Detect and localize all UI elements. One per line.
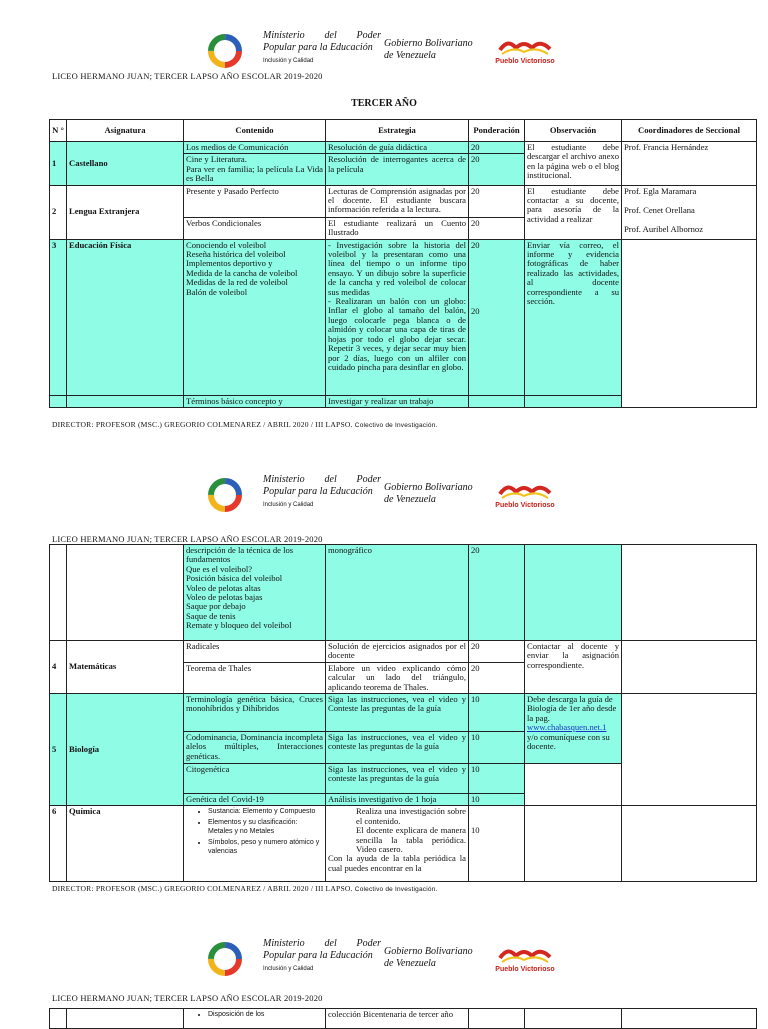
liceo-line: LICEO HERMANO JUAN; TERCER LAPSO AÑO ESCOLAR 2019-2020	[52, 993, 323, 1003]
strategy-cell: El estudiante realizará un Cuento Ilustrado	[326, 217, 469, 239]
plan-table-page1	[49, 119, 757, 408]
content-cell: Codominancia, Dominancia incompleta alelos múltiples, Interacciones genéticas.	[184, 732, 326, 764]
ministry-logo-icon	[208, 478, 242, 512]
table-row	[50, 694, 757, 732]
content-line: Reseña histórica del voleibol	[186, 249, 286, 260]
svg-text:Pueblo Victorioso: Pueblo Victorioso	[495, 58, 555, 65]
table-row	[50, 239, 757, 395]
pueblo-victorioso-logo-icon	[494, 944, 556, 974]
subject-name: Química	[67, 806, 184, 882]
content-line: Balón de voleibol	[186, 286, 248, 297]
table-row	[50, 1009, 757, 1029]
strategy-part: Con la ayuda de la tabla periódica la cual puedes encontrar en la	[328, 853, 466, 873]
ministry-sub: Inclusión y Calidad	[263, 966, 314, 972]
table-row	[50, 142, 757, 154]
content-cell: Términos básico concepto y	[184, 395, 326, 407]
strategy-part: El docente explicara de manera sencilla la tabla periódica. Video casero.	[356, 825, 466, 855]
page3-header	[0, 936, 768, 1006]
weight-cell: 10	[469, 694, 525, 732]
subject-name: Lengua Extranjera	[67, 185, 184, 239]
strategy-cell: monográfico	[326, 545, 469, 641]
content-cell: Terminología genética básica, Cruces monohíbridos y Dihíbridos	[184, 694, 326, 732]
content-cell: Cine y Literatura. Para ver en familia; la película La Vida es Bella	[184, 154, 326, 185]
observation-cell: Enviar vía correo, el informe y evidencia fotográficas de haber realizado las actividades, al docente correspondiente a su sección.	[525, 239, 622, 395]
weight-cell: 20	[469, 154, 525, 185]
strategy-cell: Siga las instrucciones, vea el video y conteste las preguntas de la guía	[326, 732, 469, 764]
weight-cell: 20	[469, 142, 525, 154]
movie-text: Para ver en familia; la película La Vida es Bella	[186, 163, 323, 184]
observation-text: Debe descarga la guía de Biología de 1er año desde la pag.	[527, 694, 617, 723]
content-cell: Genética del Covid-19	[184, 794, 326, 806]
content-cell	[184, 1009, 326, 1029]
content-line: Saque por debajo	[186, 601, 246, 612]
subject-name: Castellano	[67, 142, 184, 186]
table-row	[50, 185, 757, 217]
liceo-line: LICEO HERMANO JUAN; TERCER LAPSO AÑO ESCOLAR 2019-2020	[52, 534, 323, 544]
content-line: Voleo de pelotas altas	[186, 582, 261, 593]
col-asignatura: Asignatura	[67, 120, 184, 142]
ministry-name: Ministerio del Poder Popular para la Educación Inclusión y Calidad	[263, 938, 381, 975]
bullet-item: • Elementos y su clasificación: Metales y no Metales	[208, 818, 323, 836]
content-line: Remate y bloqueo del voleibol	[186, 620, 292, 631]
content-line: Saque de tenis	[186, 610, 236, 621]
content-cell	[184, 545, 326, 641]
ministry-logo-icon	[208, 942, 242, 976]
content-line: Posición básica del voleibol	[186, 573, 283, 584]
liceo-line: LICEO HERMANO JUAN; TERCER LAPSO AÑO ESCOLAR 2019-2020	[52, 71, 323, 81]
subject-name: Matemáticas	[67, 641, 184, 694]
weight-value: 20	[471, 239, 480, 250]
weight-value: 20	[471, 306, 480, 317]
row-num: 4	[50, 641, 67, 694]
bullet-item: • Disposición de los	[208, 1010, 323, 1019]
table-row	[50, 806, 757, 882]
strategy-part: - Investigación sobre la historia del voleibol y la presentaran como una línea del tiempo o un informe tipo ensayo. Y un dibujo sobre la superficie de la cancha y red voleibol de colocar sus medidas	[328, 239, 466, 297]
strategy-cell: Resolución de interrogantes acerca de la película	[326, 154, 469, 185]
ministry-name: Ministerio del Poder Popular para la Educación Inclusión y Calidad	[263, 474, 381, 511]
pueblo-victorioso-logo-icon	[494, 480, 556, 510]
page1-header	[0, 28, 768, 98]
row-num: 2	[50, 185, 67, 239]
strategy-cell: Resolución de guía didáctica	[326, 142, 469, 154]
ministry-name: Ministerio del Poder Popular para la Educación Inclusión y Calidad	[263, 30, 381, 67]
coordinator-cell	[622, 239, 757, 407]
ministry-sub: Inclusión y Calidad	[263, 502, 314, 508]
subject-name: Educación Física	[67, 239, 184, 395]
page2-header	[0, 472, 768, 542]
footer-line-2: DIRECTOR: PROFESOR (MSC.) GREGORIO COLMENAREZ / ABRIL 2020 / III LAPSO. Colectivo de Investigación.	[52, 884, 438, 893]
strategy-cell: Solución de ejercicios asignados por el docente	[326, 641, 469, 663]
row-num: 5	[50, 694, 67, 806]
row-num: 1	[50, 142, 67, 186]
content-line: Medidas de la red de voleibol	[186, 277, 288, 288]
observation-cell: El estudiante debe contactar a su docente, para asesoría de la actividad a realizar	[525, 185, 622, 239]
strategy-cell: Investigar y realizar un trabajo	[326, 395, 469, 407]
strategy-part: Realiza una investigación sobre el contenido.	[356, 806, 466, 826]
content-line: Voleo de pelotas bajas	[186, 592, 263, 603]
gobierno-text: Gobierno Bolivariano de Venezuela	[384, 482, 473, 505]
coordinator-cell	[622, 185, 757, 239]
col-contenido: Contenido	[184, 120, 326, 142]
coordinator-name: Prof. Auribel Albornoz	[624, 224, 704, 235]
observation-cell: El estudiante debe descargar el archivo anexo en la página web o el blog institucional.	[525, 142, 622, 186]
content-cell: Radicales	[184, 641, 326, 663]
gobierno-text: Gobierno Bolivariano de Venezuela	[384, 38, 473, 61]
content-line: descripción de la técnica de los fundamentos	[186, 545, 294, 565]
guide-link[interactable]: www.chabasquen.net.1	[527, 722, 607, 733]
table-row	[50, 545, 757, 641]
content-line: Medida de la cancha de voleibol	[186, 267, 298, 278]
weight-cell: 20	[469, 185, 525, 217]
content-cell: Los medios de Comunicación	[184, 142, 326, 154]
strategy-part: - Realizaran un balón con un globo: Inflar el globo al tamaño del balón, luego colocarle pega blanca o de almidón y colocar una capa de tiras de hojas por todo el globo dejar secar. Repetir 3 veces, y dejar secar muy bien por 2 días, luego con un alfiler con cuidado pincha para desinflar en globo.	[328, 296, 466, 372]
col-num: N °	[50, 120, 67, 142]
weight-cell	[469, 239, 525, 395]
content-line: Conociendo el voleibol	[186, 239, 267, 250]
content-cell: Presente y Pasado Perfecto	[184, 185, 326, 217]
content-cell: Teorema de Thales	[184, 662, 326, 693]
gobierno-text: Gobierno Bolivariano de Venezuela	[384, 946, 473, 969]
plan-table-page3	[49, 1008, 757, 1029]
coordinator-name: Prof. Cenet Orellana	[624, 205, 695, 216]
svg-text:Pueblo Victorioso: Pueblo Victorioso	[495, 502, 555, 509]
observation-cell: Contactar al docente y enviar la asignación correspondiente.	[525, 641, 622, 694]
pueblo-victorioso-logo-icon	[494, 36, 556, 66]
weight-cell: 20	[469, 662, 525, 693]
weight-cell: 10	[469, 732, 525, 764]
bullet-item: • Sustancia: Elemento y Compuesto	[208, 807, 323, 816]
observation-text: y/o comuníquese con su docente.	[527, 731, 610, 752]
content-cell	[184, 806, 326, 882]
weight-cell: 10	[469, 764, 525, 794]
footer-line-1: DIRECTOR: PROFESOR (MSC.) GREGORIO COLMENAREZ / ABRIL 2020 / III LAPSO. Colectivo de Investigación.	[52, 420, 438, 429]
weight-cell: 10	[469, 806, 525, 882]
bullet-item: • Símbolos, peso y numero atómico y valencias	[208, 838, 323, 856]
strategy-cell: Siga las instrucciones, vea el video y Conteste las preguntas de la guía	[326, 694, 469, 732]
row-num: 6	[50, 806, 67, 882]
col-observacion: Observación	[525, 120, 622, 142]
row-num: 3	[50, 239, 67, 395]
strategy-cell	[326, 239, 469, 395]
content-cell	[184, 239, 326, 395]
ministry-logo-icon	[208, 34, 242, 68]
weight-cell: 20	[469, 545, 525, 641]
strategy-cell: colección Bicentenaria de tercer año	[326, 1009, 469, 1029]
strategy-cell: Siga las instrucciones, vea el video y conteste las preguntas de la guía	[326, 764, 469, 794]
weight-cell: 20	[469, 217, 525, 239]
content-line: Implementos deportivo y	[186, 258, 273, 269]
svg-text:Pueblo Victorioso: Pueblo Victorioso	[495, 966, 555, 973]
plan-table-page2	[49, 544, 757, 882]
subject-name: Biología	[67, 694, 184, 806]
content-cell: Verbos Condicionales	[184, 217, 326, 239]
weight-cell: 10	[469, 794, 525, 806]
col-estrategia: Estrategia	[326, 120, 469, 142]
table-row	[50, 641, 757, 663]
content-line: Que es el voleibol?	[186, 563, 253, 574]
content-cell: Citogenética	[184, 764, 326, 794]
strategy-cell: Lecturas de Comprensión asignadas por el docente. El estudiante buscara información referida a la lectura.	[326, 185, 469, 217]
doc-title: TERCER AÑO	[351, 98, 417, 109]
strategy-cell: Elabore un video explicando cómo calcular un lado del triángulo, aplicando teorema de Thales.	[326, 662, 469, 693]
observation-cell	[525, 694, 622, 764]
strategy-cell: Análisis investigativo de 1 hoja	[326, 794, 469, 806]
col-ponderacion: Ponderación	[469, 120, 525, 142]
coordinator-name: Prof. Egla Maramara	[624, 185, 697, 196]
weight-cell: 20	[469, 641, 525, 663]
ministry-sub: Inclusión y Calidad	[263, 58, 314, 64]
strategy-cell	[326, 806, 469, 882]
coordinator-cell: Prof. Francia Hernández	[622, 142, 757, 186]
col-coordinadores: Coordinadores de Seccional	[622, 120, 757, 142]
